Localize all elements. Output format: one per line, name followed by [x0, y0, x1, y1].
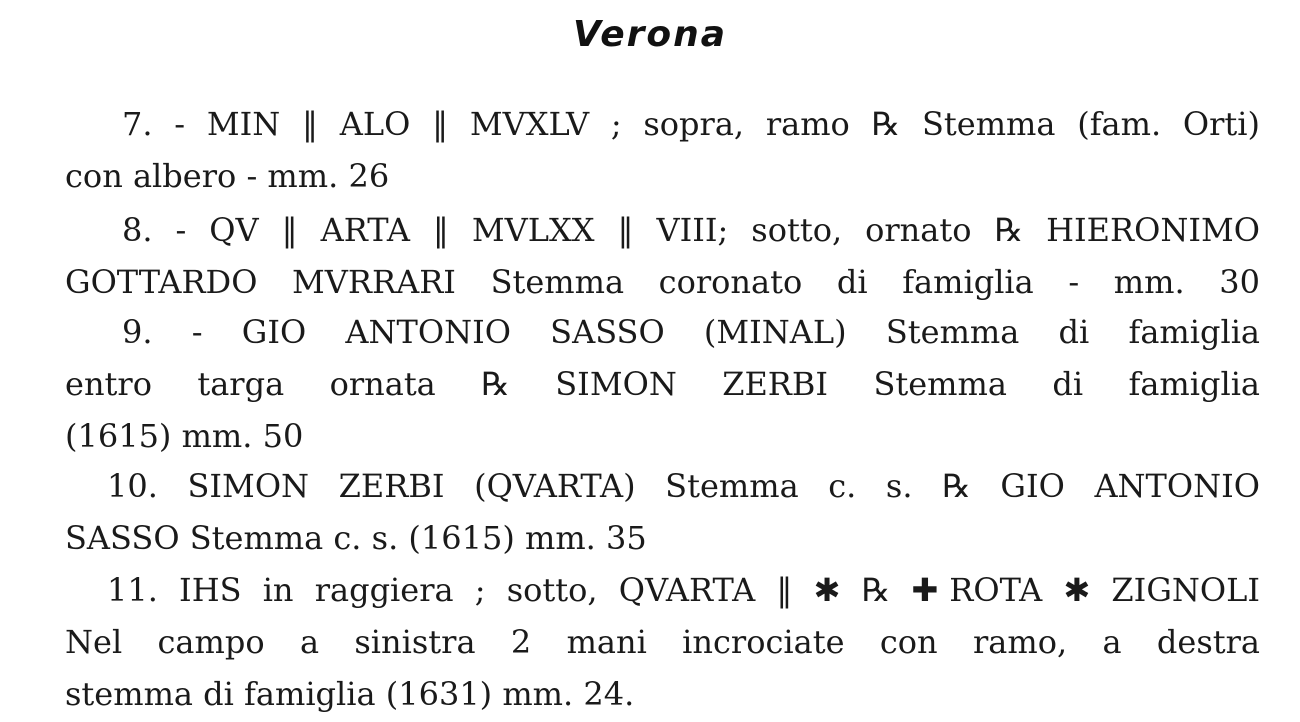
entry-line: 8. - QV ‖ ARTA ‖ MVLXX ‖ VIII; sotto, ornato ℞ HIERONIMO: [122, 211, 1260, 249]
entry-line: Nel campo a sinistra 2 mani incrociate con ramo, a destra: [65, 623, 1260, 661]
page-title: Verona: [572, 14, 728, 55]
entry-9: [65, 306, 1260, 462]
entry-7: [65, 98, 1260, 202]
entry-line: 7. - MIN ‖ ALO ‖ MVXLV ; sopra, ramo ℞ Stemma (fam. Orti): [122, 105, 1260, 143]
entry-line: SASSO Stemma c. s. (1615) mm. 35: [65, 519, 647, 557]
entry-line: 11. IHS in raggiera ; sotto, QVARTA ‖ ✱ ℞ ✚ROTA ✱ ZIGNOLI: [107, 571, 1260, 609]
entry-10: [65, 460, 1260, 564]
entry-8: [65, 204, 1260, 308]
entry-line: stemma di famiglia (1631) mm. 24.: [65, 675, 635, 713]
entry-line: con albero - mm. 26: [65, 157, 390, 195]
entry-line: GOTTARDO MVRRARI Stemma coronato di famiglia - mm. 30: [65, 263, 1260, 301]
entry-11: [65, 564, 1260, 720]
entry-line: (1615) mm. 50: [65, 417, 304, 455]
entry-line: entro targa ornata ℞ SIMON ZERBI Stemma di famiglia: [65, 365, 1260, 403]
entry-line: 10. SIMON ZERBI (QVARTA) Stemma c. s. ℞ GIO ANTONIO: [107, 467, 1260, 505]
entry-line: 9. - GIO ANTONIO SASSO (MINAL) Stemma di famiglia: [122, 313, 1260, 351]
